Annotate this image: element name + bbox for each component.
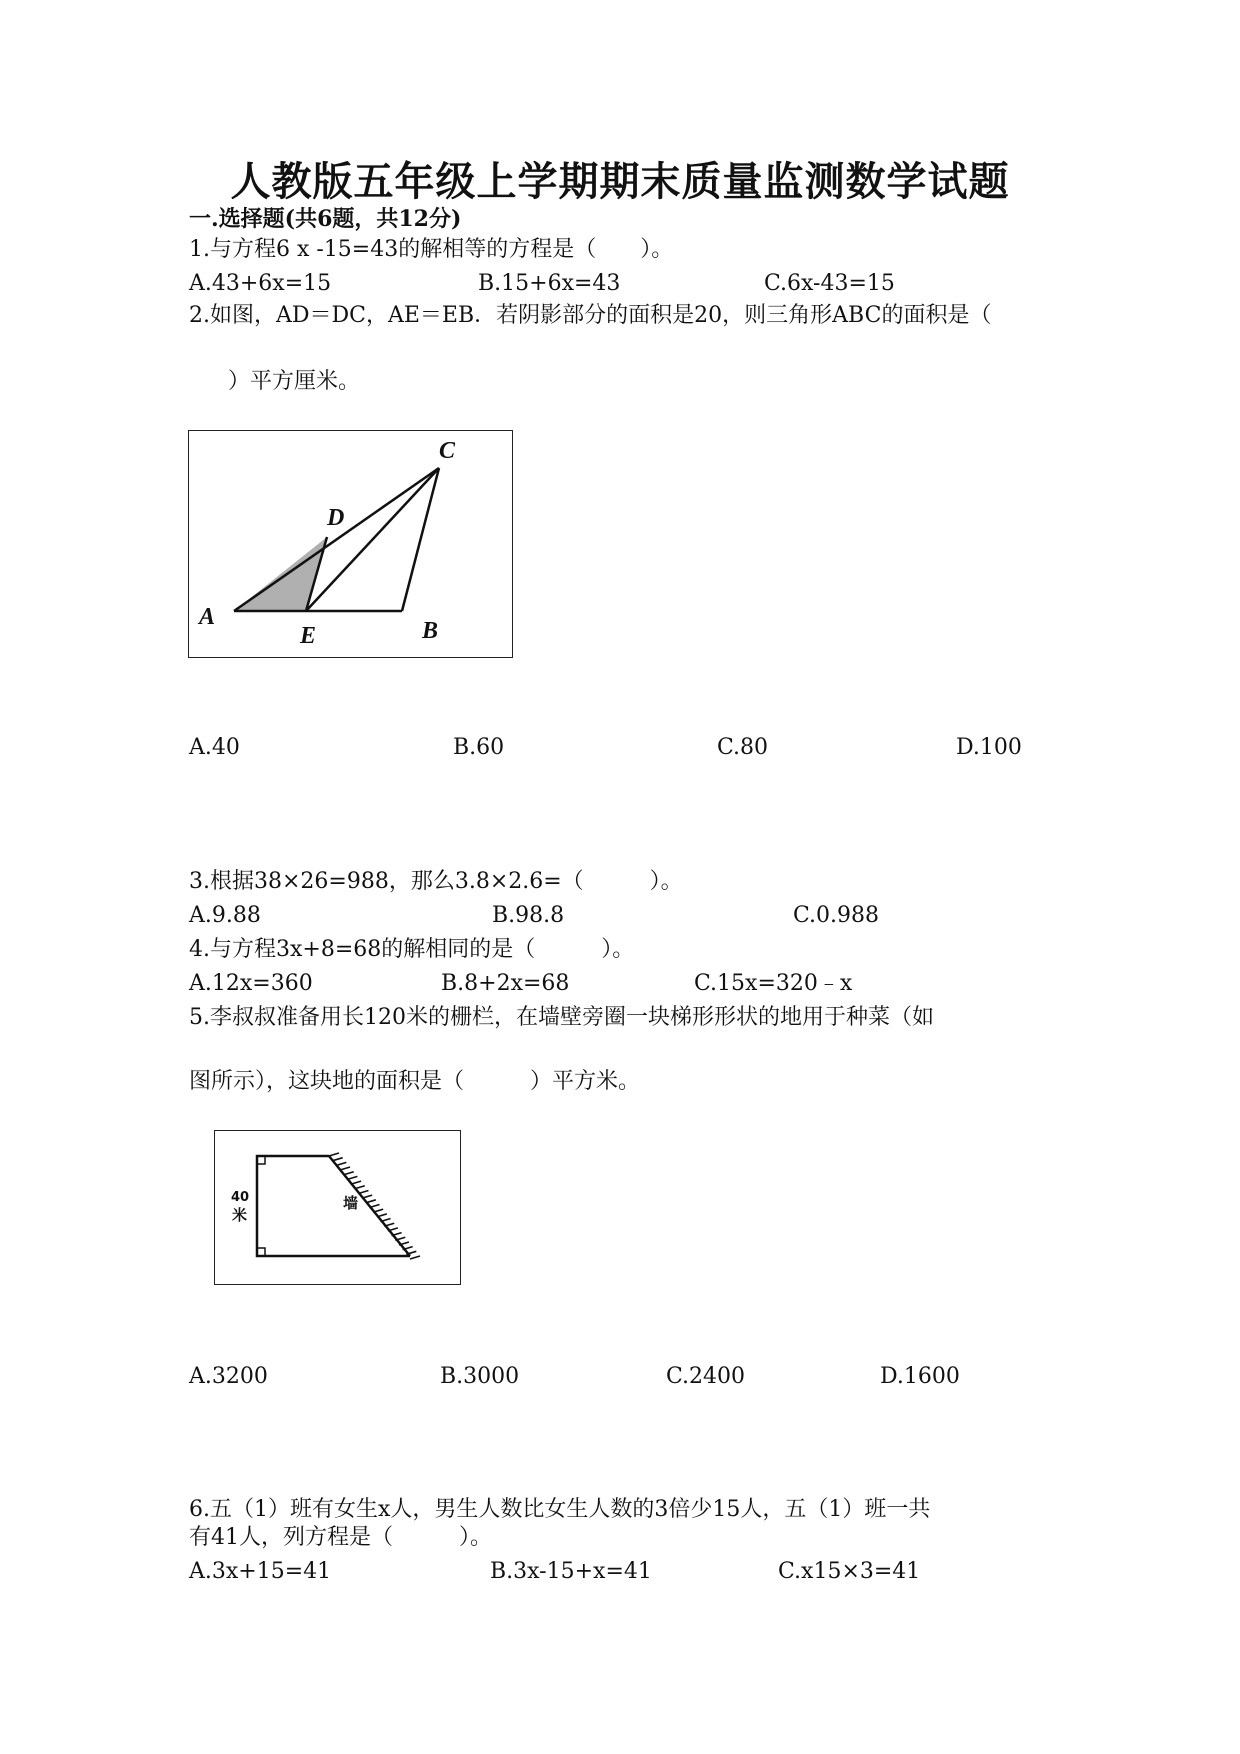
question-1-option-c: C.6x-43=15	[764, 271, 895, 296]
question-5-stem-line1: 5.李叔叔准备用长120米的栅栏，在墙壁旁圈一块梯形形状的地用于种菜（如	[189, 1005, 934, 1030]
question-6-stem-line1: 6.五（1）班有女生x人，男生人数比女生人数的3倍少15人，五（1）班一共	[189, 1497, 931, 1522]
question-3-option-a: A.9.88	[189, 903, 261, 928]
question-2-stem-line1: 2.如图，AD＝DC，AE＝EB．若阴影部分的面积是20，则三角形ABC的面积是（	[189, 303, 992, 328]
question-4-option-a: A.12x=360	[189, 971, 313, 996]
question-6-stem-line2: 有41人，列方程是（ ）。	[189, 1525, 492, 1550]
wall-label: 墙	[343, 1194, 359, 1212]
question-2-option-a: A.40	[189, 735, 240, 760]
question-4-option-b: B.8+2x=68	[441, 971, 570, 996]
question-5-option-d: D.1600	[880, 1364, 960, 1389]
triangle-figure	[188, 430, 513, 658]
trapezoid-outline	[257, 1156, 410, 1256]
question-5-option-c: C.2400	[666, 1364, 746, 1389]
side-length-unit: 米	[232, 1206, 248, 1224]
side-length-value: 40	[231, 1190, 250, 1205]
label-e: E	[300, 623, 317, 649]
question-5-option-b: B.3000	[440, 1364, 520, 1389]
trapezoid-figure	[214, 1130, 461, 1285]
question-4-option-c: C.15x=320﹣x	[694, 971, 853, 996]
question-6-option-b: B.3x-15+x=41	[490, 1559, 652, 1584]
question-4-stem: 4.与方程3x+8=68的解相同的是（ ）。	[189, 937, 635, 962]
label-b: B	[422, 618, 439, 644]
question-2-stem-line2: ）平方厘米。	[228, 369, 361, 394]
wall-line	[329, 1156, 410, 1256]
label-c: C	[439, 438, 456, 464]
question-2-option-b: B.60	[453, 735, 505, 760]
question-6-option-c: C.x15×3=41	[778, 1559, 921, 1584]
triangle-diagram	[189, 431, 512, 657]
question-1-option-a: A.43+6x=15	[189, 271, 332, 296]
question-2-option-c: C.80	[717, 735, 769, 760]
question-3-option-c: C.0.988	[793, 903, 880, 928]
question-3-option-b: B.98.8	[492, 903, 565, 928]
section-heading: 一.选择题(共6题，共12分)	[189, 206, 462, 232]
question-1-stem: 1.与方程6 x -15=43的解相等的方程是（ ）。	[189, 237, 674, 262]
question-3-stem: 3.根据38×26=988，那么3.8×2.6=（ ）。	[189, 869, 683, 894]
question-6-option-a: A.3x+15=41	[189, 1559, 332, 1584]
question-1-option-b: B.15+6x=43	[478, 271, 621, 296]
label-a: A	[199, 604, 216, 630]
page-title: 人教版五年级上学期期末质量监测数学试题	[230, 158, 1010, 205]
question-5-option-a: A.3200	[189, 1364, 268, 1389]
question-2-option-d: D.100	[956, 735, 1022, 760]
trapezoid-diagram	[215, 1131, 460, 1284]
label-d: D	[327, 505, 345, 531]
question-5-stem-line2: 图所示），这块地的面积是（ ）平方米。	[189, 1069, 641, 1094]
